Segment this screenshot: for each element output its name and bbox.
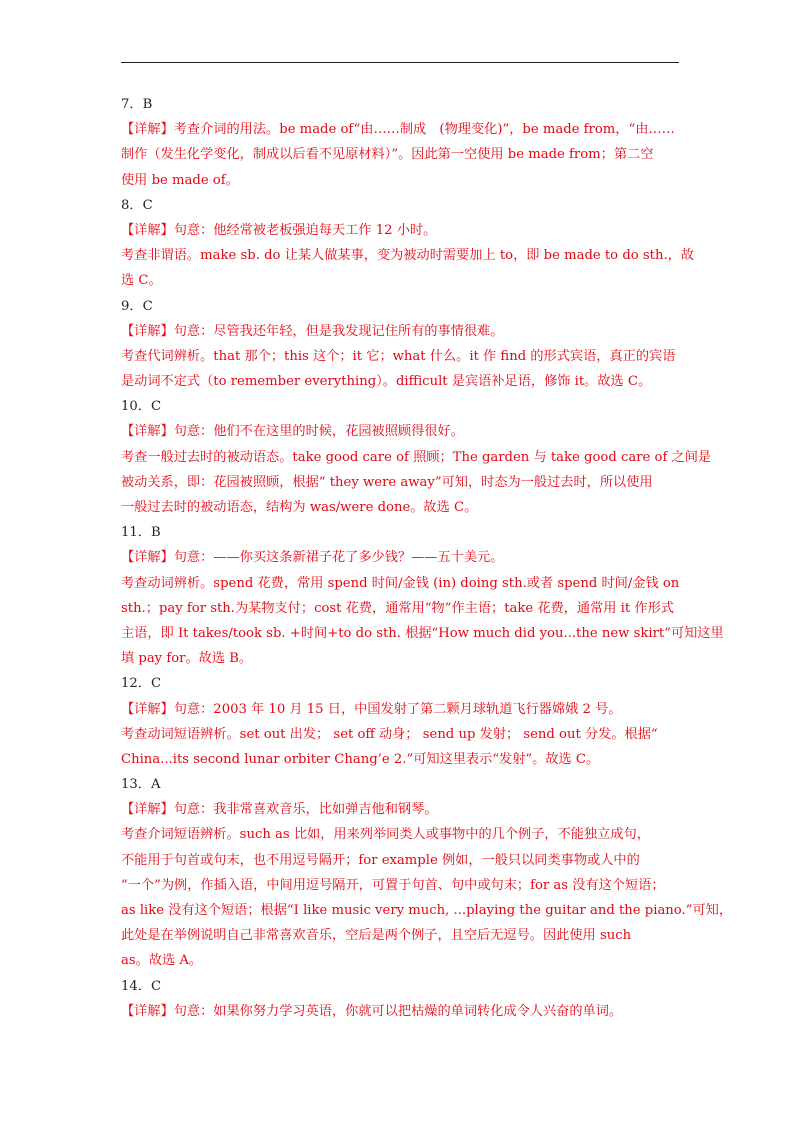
explanation-line: 填 pay for。故选 B。	[121, 651, 253, 667]
explanation-line: 【详解】句意：2003 年 10 月 15 日，中国发射了第二颗月球轨道飞行器嫦娥 2 号。	[121, 701, 622, 717]
explanation-line: 一般过去时的被动语态，结构为 was/were done。故选 C。	[121, 500, 478, 515]
explanation-line: 主语，即 It takes/took sb. +时间+to do sth. 根据“How much did you...the new skirt”可知这里	[121, 625, 724, 641]
explanation-line: 制作（发生化学变化，制成以后看不见原材料）”。因此第一空使用 be made from；第二空	[121, 147, 654, 163]
question-number: 9．C	[121, 298, 153, 314]
explanation-line: 考查介词短语辨析。such as 比如，用来列举同类人或事物中的几个例子，不能独立成句，	[121, 827, 650, 843]
explanation-line: 【详解】句意：——你买这条新裙子花了多少钱？——五十美元。	[121, 550, 504, 566]
answer-item	[121, 520, 724, 671]
explanation-line: China...its second lunar orbiter Chang’e 2.”可知这里表示“发射”。故选 C。	[121, 751, 600, 767]
explanation-line: sth.；pay for sth.为某物支付；cost 花费，通常用“物”作主语；take 花费，通常用 it 作形式	[121, 600, 674, 616]
explanation-line: 【详解】句意：我非常喜欢音乐，比如弹吉他和钢琴。	[121, 802, 438, 818]
explanation-line: 考查动词短语辨析。set out 出发； set off 动身； send up 发射； send out 分发。根据“	[121, 726, 658, 742]
question-number: 10．C	[121, 399, 162, 415]
explanation-line: 考查代词辨析。that 那个；this 这个；it 它；what 什么。it 作 find 的形式宾语，真正的宾语	[121, 348, 676, 364]
explanation-line: as。故选 A。	[121, 953, 203, 969]
question-number: 14．C	[121, 978, 162, 994]
explanation-line: as like 没有这个短语；根据“I like music very much, ...playing the guitar and the piano.”可知，	[121, 903, 733, 918]
explanation-line: 被动关系，即：花园被照顾，根据“ they were away”可知，时态为一般过去时，所以使用	[121, 474, 653, 490]
explanation-line: 考查动词辨析。spend 花费，常用 spend 时间/金钱 (in) doing sth.或者 spend 时间/金钱 on	[121, 575, 680, 591]
explanation-line: 【详解】句意：尽管我还年轻，但是我发现记住所有的事情很难。	[121, 323, 504, 339]
answer-explanations	[121, 92, 733, 1024]
explanation-line: 考查一般过去时的被动语态。take good care of 照顾；The garden 与 take good care of 之间是	[121, 449, 712, 465]
answer-item	[121, 294, 681, 395]
answer-item	[121, 394, 712, 520]
question-number: 7．B	[121, 97, 153, 112]
question-number: 11．B	[121, 525, 161, 541]
question-number: 12．C	[121, 676, 162, 692]
explanation-line: 【详解】考查介词的用法。be made of“由……制成 (物理变化)”，be made from，“由……	[121, 122, 675, 138]
explanation-line: 【详解】句意：他经常被老板强迫每天工作 12 小时。	[121, 222, 437, 238]
answer-item	[121, 974, 681, 1024]
answer-item	[121, 671, 681, 772]
answer-item	[121, 193, 695, 294]
explanation-line: 使用 be made of。	[121, 172, 239, 188]
explanation-line: 【详解】句意：他们不在这里的时候，花园被照顾得很好。	[121, 424, 464, 440]
explanation-line: 是动词不定式（to remember everything）。difficult 是宾语补足语，修饰 it。故选 C。	[121, 374, 652, 390]
question-number: 13．A	[121, 777, 161, 793]
answer-item	[121, 92, 681, 193]
explanation-line: 【详解】句意：如果你努力学习英语，你就可以把枯燥的单词转化成令人兴奋的单词。	[121, 1003, 623, 1019]
explanation-line: “一个”为例，作插入语，中间用逗号隔开，可置于句首、句中或句末；for as 没有这个短语；	[121, 877, 665, 893]
explanation-line: 考查非谓语。make sb. do 让某人做某事，变为被动时需要加上 to，即 be made to do sth.，故	[121, 248, 695, 264]
answer-item	[121, 772, 733, 974]
explanation-line: 此处是在举例说明自己非常喜欢音乐，空后是两个例子，且空后无逗号。因此使用 such	[121, 928, 632, 944]
explanation-line: 选 C。	[121, 273, 162, 289]
question-number: 8．C	[121, 197, 153, 213]
explanation-line: 不能用于句首或句末，也不用逗号隔开；for example 例如，一般只以同类事物或人中的	[121, 852, 640, 868]
header-rule	[121, 62, 679, 63]
